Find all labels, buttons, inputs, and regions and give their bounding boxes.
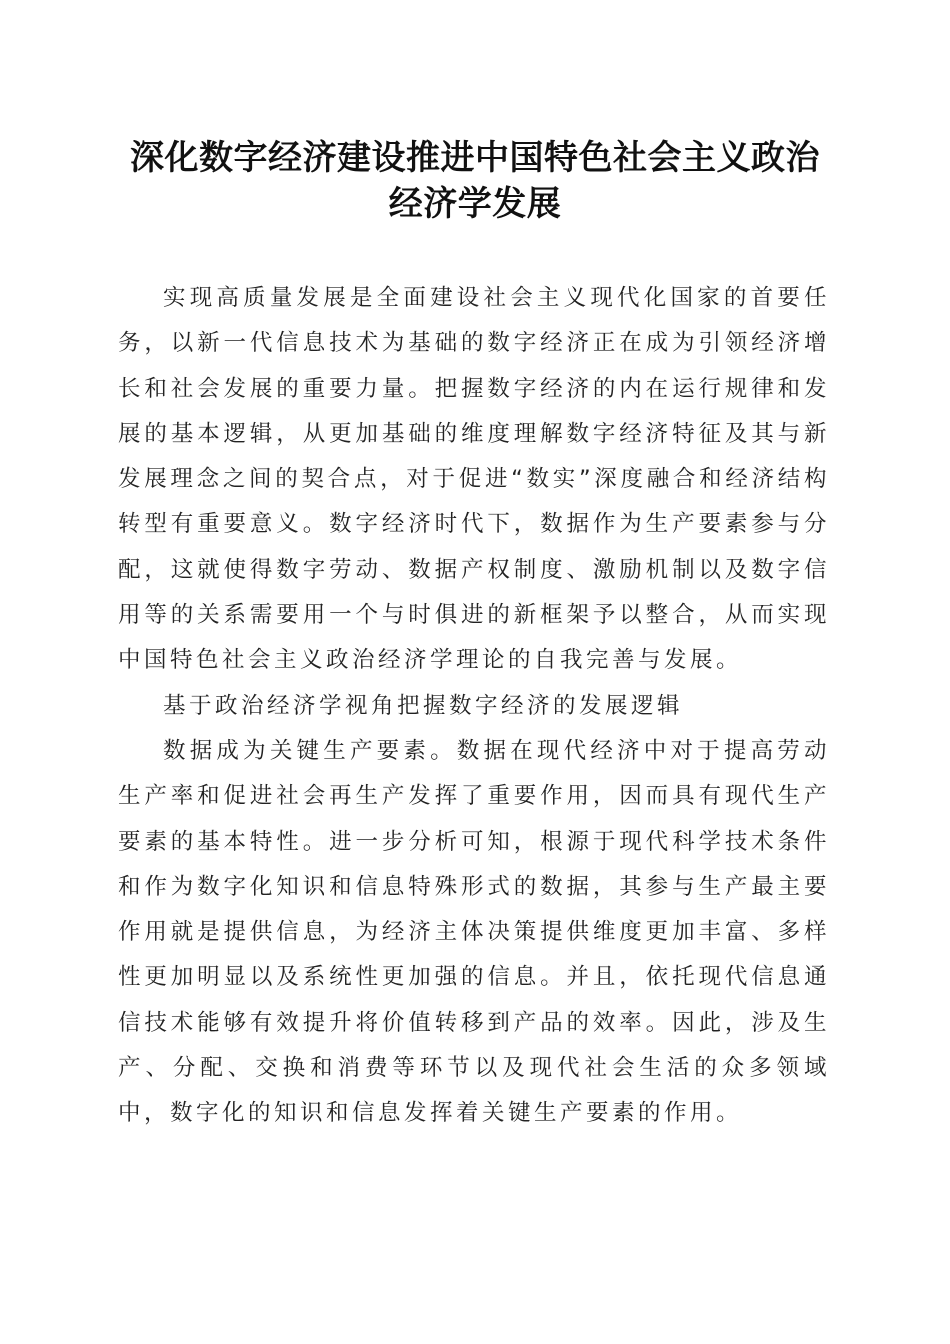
- paragraph-intro: 实现高质量发展是全面建设社会主义现代化国家的首要任务，以新一代信息技术为基础的数字经济正在成为引领经济增长和社会发展的重要力量。把握数字经济的内在运行规律和发展的基本逻辑，从更加基础的维度理解数字经济特征及其与新发展理念之间的契合点，对于促进“数实”深度融合和经济结构转型有重要意义。数字经济时代下，数据作为生产要素参与分配，这就使得数字劳动、数据产权制度、激励机制以及数字信用等的关系需要用一个与时俱进的新框架予以整合，从而实现中国特色社会主义政治经济学理论的自我完善与发展。: [118, 285, 830, 674]
- title-line-1: 深化数字经济建设推进中国特色社会主义政治: [130, 138, 820, 178]
- document-body: [118, 276, 830, 1137]
- document-title: [100, 135, 850, 227]
- paragraph-data-factor: 数据成为关键生产要素。数据在现代经济中对于提高劳动生产率和促进社会再生产发挥了重要作用，因而具有现代生产要素的基本特性。进一步分析可知，根源于现代科学技术条件和作为数字化知识和信息特殊形式的数据，其参与生产最主要作用就是提供信息，为经济主体决策提供维度更加丰富、多样性更加明显以及系统性更加强的信息。并且，依托现代信息通信技术能够有效提升将价值转移到产品的效率。因此，涉及生产、分配、交换和消费等环节以及现代社会生活的众多领域中，数字化的知识和信息发挥着关键生产要素的作用。: [118, 737, 830, 1127]
- section-heading: 基于政治经济学视角把握数字经济的发展逻辑: [163, 692, 684, 719]
- title-line-2: 经济学发展: [388, 184, 562, 224]
